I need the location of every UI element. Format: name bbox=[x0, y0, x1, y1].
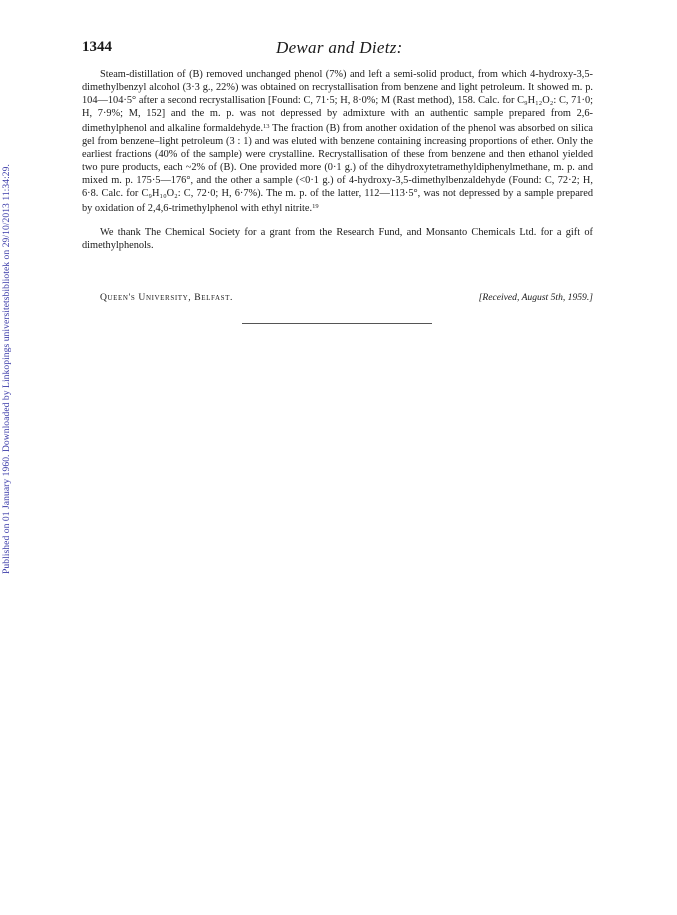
page-number: 1344 bbox=[82, 39, 112, 55]
download-watermark bbox=[1, 122, 13, 574]
acknowledgement-paragraph bbox=[82, 226, 593, 252]
article-body bbox=[82, 68, 593, 252]
reference-13: 13 bbox=[263, 123, 270, 130]
download-watermark-text: Published on 01 January 1960. Downloaded by Linkopings universitetsbibliotek on 29/10/2013 11:34:29. bbox=[1, 164, 12, 574]
paragraph-2-text: The fraction (B) from another oxidation of the phenol was absorbed on silica gel from benzene–light petroleum (3 : 1) and was eluted with benzene containing increasing proportions of ether. Only the earliest fractions (40% of the sample) were crystalline. Recrystallisation of these from benzene and then ethanol yielded two pure products, each ~2% of (B). One provided more (0·1 g.) of the dihydroxytetramethyldiphenylmethane, m. p. and mixed m. p. 175·5—176°, and the other a sample (<0·1 g.) of 4-hydroxy-3,5-dimethylbenzaldehyde (Found: C, 72·2; H, 6·8. Calc. for C₉H₁₀O₂: C, 72·0; H, 6·7%). The m. p. of the latter, 112—113·5°, was not depressed by a sample prepared by oxidation of 2,4,6-trimethylphenol with ethyl nitrite. bbox=[82, 123, 593, 214]
paragraph-steam-distillation bbox=[82, 68, 593, 215]
affiliation: Queen's University, Belfast. bbox=[100, 292, 234, 303]
end-rule bbox=[242, 323, 432, 324]
acknowledgement-text: We thank The Chemical Society for a grant from the Research Fund, and Monsanto Chemicals Ltd. for a gift of dimethylphenols. bbox=[82, 227, 593, 251]
reference-19: 19 bbox=[312, 203, 319, 210]
running-title: Dewar and Dietz: bbox=[276, 38, 403, 57]
paragraph-1-text: Steam-distillation of (B) removed unchanged phenol (7%) and left a semi-solid product, from which 4-hydroxy-3,5-dimethylbenzyl alcohol (3·3 g., 22%) was obtained on recrystallisation from benzene and light petroleum. It showed m. p. 104—104·5° after a second recrystallisation [Found: C, 71·5; H, 8·0%; M (Rast method), 158. Calc. for C₉H₁₂O₂: C, 71·0; H, 7·9%; M, 152] and the m. p. was not depressed by admixture with an authentic sample prepared from 2,6-dimethylphenol and alkaline formaldehyde. bbox=[82, 69, 593, 134]
received-date: [Received, August 5th, 1959.] bbox=[478, 292, 593, 303]
